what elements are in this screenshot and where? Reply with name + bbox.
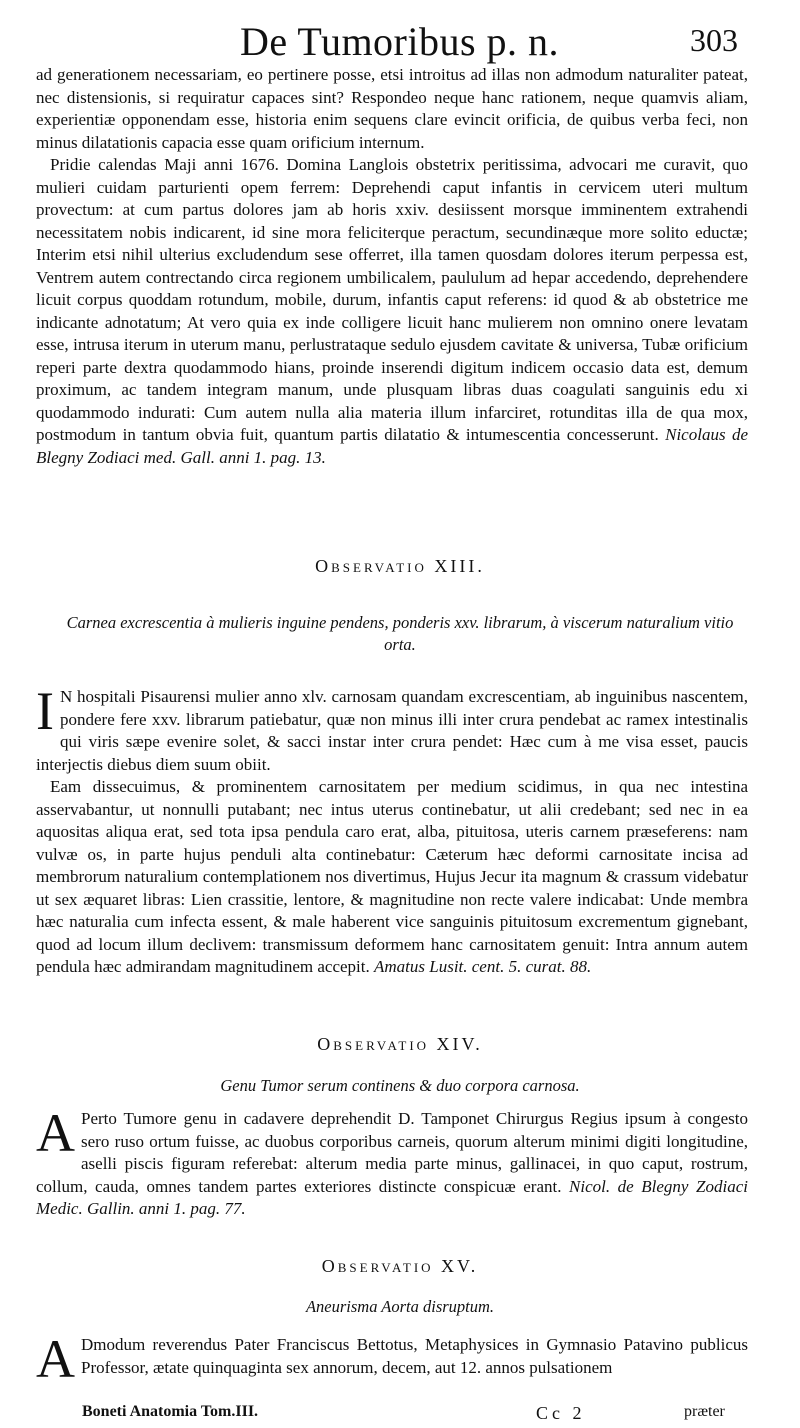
observation-13-heading: Observatio XIII.	[315, 556, 485, 576]
observation-15-paragraph-1: Dmodum reverendus Pater Franciscus Bettotus, Metaphysices in Gymnasio Patavino publicus Professor, ætate quinquaginta sex annorum, decem, aut 12. annos pulsationem	[81, 1335, 748, 1377]
dropcap-i: I	[36, 681, 54, 741]
running-title: De Tumoribus p. n.	[240, 19, 560, 64]
observation-14-heading: Observatio XIV.	[317, 1034, 483, 1054]
catchword: præter	[684, 1403, 725, 1420]
dropcap-a-2: A	[36, 1329, 75, 1389]
citation-amatus: Amatus Lusit. cent. 5. curat. 88.	[374, 957, 592, 976]
observation-13-subtitle: Carnea excrescentia à mulieris inguine pendens, ponderis xxv. librarum, à viscerum naturalium vitio orta.	[66, 613, 734, 654]
observation-14-body	[36, 1103, 748, 1221]
paragraph-langlois	[36, 154, 748, 469]
signature-mark: Cc 2	[536, 1403, 586, 1423]
observation-13-paragraph-2-text: Eam dissecuimus, & prominentem carnositatem per medium scidimus, in qua nec intestina asservabantur, ut nonnulli putabant; nec intus uterus continebatur, ut alii credebant; sed nec in ea aquositas aliqua erat, sed tota ipsa pendula caro erat, alba, pituitosa, uteris carnem præseferens: nam vulvæ os, in parte hujus penduli alta continebatur: Cæterum hæc deformi carnositate incisa ad membrorum naturalium contemplationem nos divertimus, Hujus Jecur ita magnum & crassum videbatur ut sex æquaret libras: Lien crassitie, lentore, & magnitudine non recte valere indicabat: Unde membra hæc naturalia cum infecta essent, & male haberent vice sanguinis pituitosum excrementum gignebant, quod ad locum illum declivem: transmissum deformem hanc carnositatem genuit: Intra annum autem pendula hæc admirandam magnitudinem accepit.	[36, 777, 748, 976]
dropcap-a: A	[36, 1103, 75, 1163]
observation-15-body	[36, 1329, 748, 1389]
citation-blegny-77: Nicol. de Blegny Zodiaci Medic. Gallin. anni 1. pag. 77.	[36, 1176, 748, 1218]
citation-blegny-13: Nicolaus de Blegny Zodiaci med. Gall. anni 1. pag. 13.	[36, 425, 748, 467]
observation-14-paragraph-1-text: Perto Tumore genu in cadavere deprehendit D. Tamponet Chirurgus Regius ipsum à congesto sero ruso ortum fuisse, ac duobus corporibus carneis, quorum alterum minimi digiti longitudine, aselli piscis figuram referebat: alterum media parte minus, gallinacei, in quo caput, rostrum, collum, cauda, omnes tandem partes exteriores distincte conspicuæ erant.	[36, 1109, 748, 1196]
observation-13-body	[36, 681, 748, 979]
observation-15-heading: Observatio XV.	[321, 1256, 479, 1276]
paragraph-langlois-text: Pridie calendas Maji anni 1676. Domina Langlois obstetrix peritissima, advocari me curavit, quo mulieri cuidam parturienti opem ferrem: Deprehendi caput infantis in cervicem uteri multum provectum: at cum partus dolores jam ab horis xxiv. desiissent morsque imminentem extrahendi necessitatem nobis indicarent, id sine mora feliciterque peractum, secundinæque more solito eductæ; Interim etsi nihil ulterius excludendum sese offerret, illa tamen quosdam dolores iterum perpessa est, Ventrem autem contrectando circa regionem umbilicalem, paululum ad hepar accedendo, deprehendere licuit corpus quoddam rotundum, mobile, durum, infantis caput referens: id quod & ab obstetrice me indicante adnotatum; At vero quia ex inde colligere licuit hanc mulierem non omnino onere levatam esse, intrusa iterum in uterum manu, perlustrataque sedulo ejusdem cavitate & universa, Tubæ orificium reperi parte dextra quodammodo hians, proinde inserendi digitum indicem occasio data est, demum proximum, ac tandem integram manum, unde plusquam libras duas coagulati sanguinis edu xi quodammodo indurati: Cum autem nulla alia materia illum infarciret, rotunditas illa de qua mox, postmodum in tantum obvia fuit, quantum partis dilatatio & intumescentia concesserunt.	[36, 155, 748, 444]
opening-text-block	[36, 64, 748, 469]
page-number: 303	[690, 22, 738, 58]
observation-14-paragraph-1	[36, 1103, 748, 1221]
signature-line: Boneti Anatomia Tom.III.	[82, 1403, 259, 1420]
observation-13-paragraph-1: N hospitali Pisaurensi mulier anno xlv. carnosam quandam excrescentiam, ab inguinibus nascentem, pondere fere xxv. librarum patiebatur, quæ non minus illi inter crura pendebat ac ramex intestinalis qui viris sæpe evenire solet, & sacci instar inter crura pendet: Hæc cum à me visa esset, paucis interjectis diebus diem suum obiit.	[36, 687, 748, 774]
paragraph-continuation: ad generationem necessariam, eo pertinere posse, etsi introitus ad illas non admodum naturaliter pateat, nec distensionis, si requiratur capaces sint? Respondeo neque hanc rationem, neque quamvis aliam, experientiæ opponendam esse, historia enim sequens clare evincit orificia, de quibus verba feci, non minus dilatationis capacia esse quam orificium internum.	[36, 65, 748, 152]
page-header	[0, 18, 800, 68]
page-footer	[0, 1403, 800, 1425]
observation-13-paragraph-2	[36, 776, 748, 979]
observation-15-subtitle: Aneurisma Aorta disruptum.	[305, 1297, 495, 1316]
observation-14-subtitle: Genu Tumor serum continens & duo corpora carnosa.	[220, 1076, 580, 1095]
